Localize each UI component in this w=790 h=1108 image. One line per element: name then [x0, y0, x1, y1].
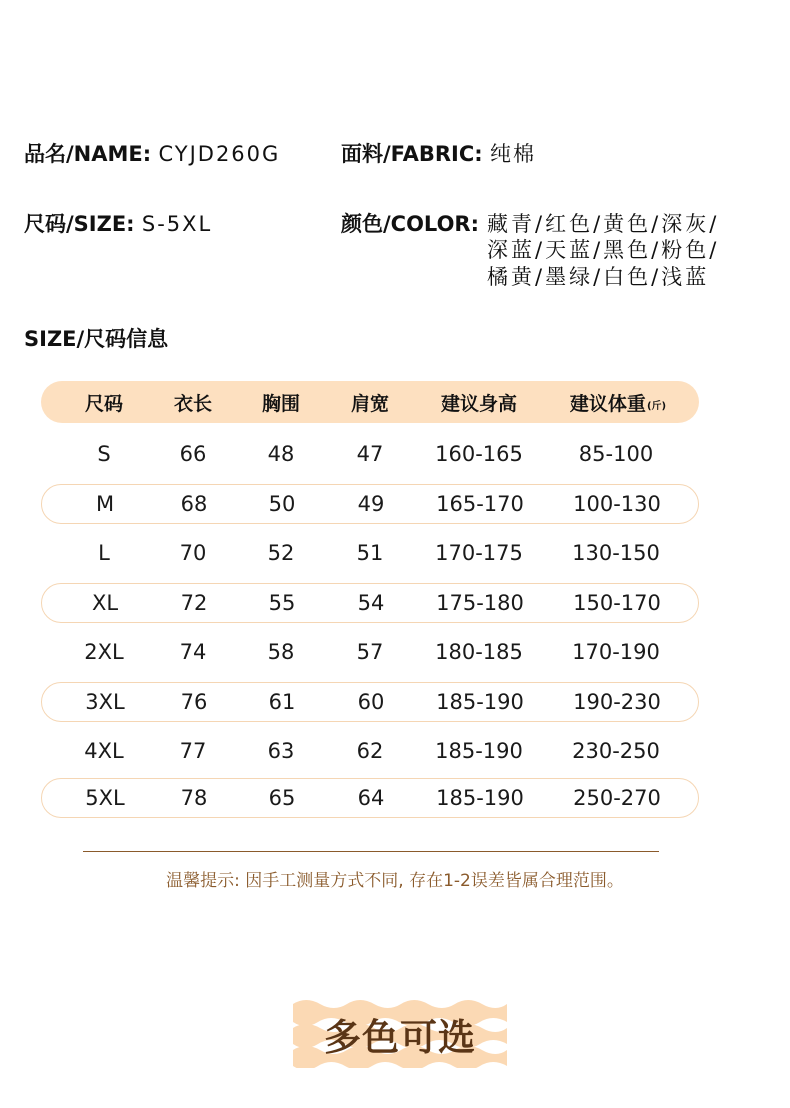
cell-length: 70 [179, 541, 207, 565]
cell-size: 2XL [84, 640, 124, 664]
name-label: 品名/NAME: [24, 142, 152, 166]
cell-weight: 100-130 [573, 492, 661, 516]
cell-size: 3XL [85, 690, 125, 714]
cell-weight: 230-250 [572, 739, 660, 763]
cell-size: XL [91, 591, 119, 615]
cell-size: L [98, 541, 110, 565]
cell-shoulder: 64 [357, 786, 385, 810]
cell-size: 5XL [85, 786, 125, 810]
cell-length: 76 [180, 690, 208, 714]
cell-weight: 85-100 [578, 442, 654, 466]
color-label: 颜色/COLOR: [341, 212, 479, 236]
table-row [41, 632, 699, 672]
cell-chest: 65 [268, 786, 296, 810]
cell-chest: 58 [267, 640, 295, 664]
cell-weight: 250-270 [573, 786, 661, 810]
name-value: CYJD260G [158, 142, 281, 166]
cell-chest: 52 [267, 541, 295, 565]
color-line: 藏青/红色/黄色/深灰/ [487, 212, 720, 236]
cell-size: S [97, 442, 111, 466]
cell-height: 185-190 [436, 690, 524, 714]
cell-height: 160-165 [435, 442, 523, 466]
cell-size: 4XL [84, 739, 124, 763]
measurement-tip: 温馨提示: 因手工测量方式不同, 存在1-2误差皆属合理范围。 [166, 871, 624, 891]
header-shoulder: 肩宽 [350, 392, 390, 415]
multi-color-banner [293, 1000, 507, 1068]
cell-height: 185-190 [435, 739, 523, 763]
size-value: S-5XL [141, 212, 213, 236]
fabric-label: 面料/FABRIC: [341, 142, 483, 166]
product-colors [341, 211, 719, 291]
cell-shoulder: 49 [357, 492, 385, 516]
divider [83, 851, 659, 852]
cell-weight: 130-150 [572, 541, 660, 565]
cell-length: 68 [180, 492, 208, 516]
size-label: 尺码/SIZE: [24, 212, 135, 236]
cell-shoulder: 57 [356, 640, 384, 664]
cell-shoulder: 54 [357, 591, 385, 615]
color-line: 橘黄/墨绿/白色/浅蓝 [487, 265, 710, 289]
cell-chest: 48 [267, 442, 295, 466]
cell-length: 66 [179, 442, 207, 466]
cell-chest: 50 [268, 492, 296, 516]
cell-height: 175-180 [436, 591, 524, 615]
color-line: 深蓝/天蓝/黑色/粉色/ [487, 238, 720, 262]
fabric-value: 纯棉 [489, 142, 536, 166]
cell-chest: 61 [268, 690, 296, 714]
cell-height: 165-170 [436, 492, 524, 516]
table-row [41, 583, 699, 623]
cell-height: 185-190 [436, 786, 524, 810]
cell-length: 72 [180, 591, 208, 615]
cell-shoulder: 62 [356, 739, 384, 763]
product-fabric [341, 141, 536, 167]
cell-length: 74 [179, 640, 207, 664]
cell-height: 170-175 [435, 541, 523, 565]
cell-size: M [95, 492, 115, 516]
cell-weight: 190-230 [573, 690, 661, 714]
cell-length: 77 [179, 739, 207, 763]
header-weight-unit: (斤) [646, 401, 667, 412]
cell-weight: 150-170 [573, 591, 661, 615]
header-height: 建议身高 [440, 392, 518, 415]
cell-shoulder: 51 [356, 541, 384, 565]
product-size [24, 211, 212, 237]
header-weight-label: 建议体重 [569, 392, 646, 415]
cell-chest: 63 [267, 739, 295, 763]
table-row [41, 778, 699, 818]
header-length: 衣长 [173, 392, 213, 415]
table-row [41, 484, 699, 524]
cell-weight: 170-190 [572, 640, 660, 664]
banner-text: 多色可选 [324, 1016, 476, 1059]
cell-shoulder: 47 [356, 442, 384, 466]
cell-chest: 55 [268, 591, 296, 615]
cell-height: 180-185 [435, 640, 523, 664]
product-name [24, 141, 280, 167]
size-section-title: SIZE/尺码信息 [24, 327, 169, 351]
table-row [41, 533, 699, 573]
table-row [41, 682, 699, 722]
size-table-header [41, 381, 699, 423]
table-row [41, 434, 699, 474]
table-row [41, 731, 699, 771]
color-list [487, 211, 719, 291]
header-size: 尺码 [84, 392, 124, 415]
header-chest: 胸围 [261, 392, 301, 415]
cell-length: 78 [180, 786, 208, 810]
header-weight [570, 381, 666, 423]
cell-shoulder: 60 [357, 690, 385, 714]
